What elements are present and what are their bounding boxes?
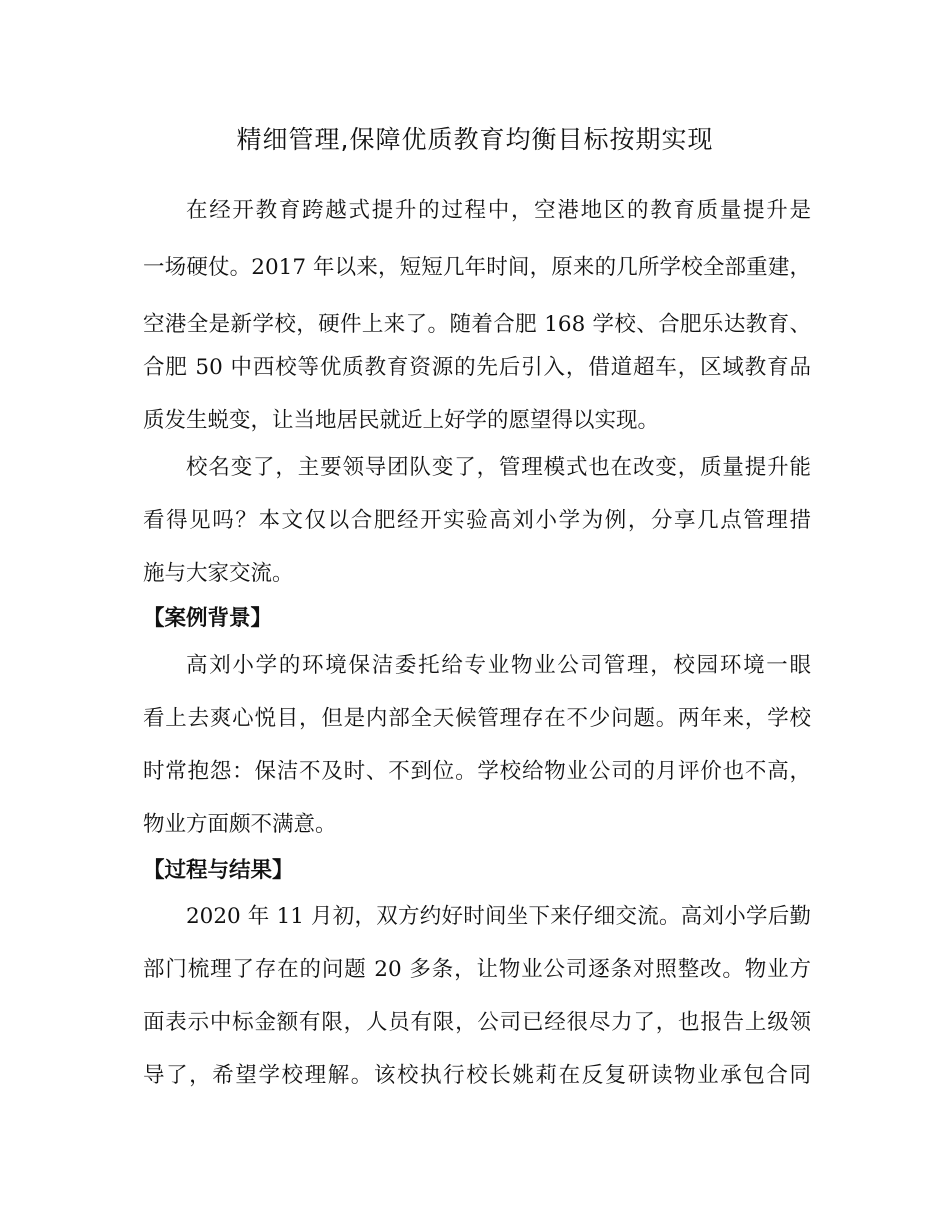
intro-p1-line-4: 合肥 50 中西校等优质教育资源的先后引入，借道超车，区域教育品 <box>143 355 811 380</box>
background-p1-line-1: 高刘小学的环境保洁委托给专业物业公司管理，校园环境一眼 <box>186 653 811 678</box>
intro-p2-line-3: 施与大家交流。 <box>143 561 294 586</box>
process-p1-line-1: 2020 年 11 月初，双方约好时间坐下来仔细交流。高刘小学后勤 <box>186 904 811 929</box>
intro-p2-line-2: 看得见吗？本文仅以合肥经开实验高刘小学为例，分享几点管理措 <box>143 508 811 533</box>
background-p1-line-3: 时常抱怨：保洁不及时、不到位。学校给物业公司的月评价也不高， <box>143 759 811 784</box>
process-p1-line-4: 导了，希望学校理解。该校执行校长姚莉在反复研读物业承包合同 <box>143 1063 811 1088</box>
intro-p2-line-1: 校名变了，主要领导团队变了，管理模式也在改变，质量提升能 <box>186 455 811 480</box>
background-p1-line-2: 看上去爽心悦目，但是内部全天候管理存在不少问题。两年来，学校 <box>143 706 811 731</box>
intro-p1-line-5: 质发生蜕变，让当地居民就近上好学的愿望得以实现。 <box>143 408 660 433</box>
section-heading-process: 【过程与结果】 <box>143 858 294 883</box>
intro-p1-line-3: 空港全是新学校，硬件上来了。随着合肥 168 学校、合肥乐达教育、 <box>143 312 811 337</box>
document-title: 精细管理,保障优质教育均衡目标按期实现 <box>236 125 714 154</box>
intro-p1-line-1: 在经开教育跨越式提升的过程中，空港地区的教育质量提升是 <box>186 198 811 223</box>
process-p1-line-2: 部门梳理了存在的问题 20 多条，让物业公司逐条对照整改。物业方 <box>143 957 811 982</box>
background-p1-line-4: 物业方面颇不满意。 <box>143 812 337 837</box>
section-heading-background: 【案例背景】 <box>143 606 273 631</box>
intro-p1-line-2: 一场硬仗。2017 年以来，短短几年时间，原来的几所学校全部重建， <box>143 255 811 280</box>
process-p1-line-3: 面表示中标金额有限，人员有限，公司已经很尽力了，也报告上级领 <box>143 1010 811 1035</box>
